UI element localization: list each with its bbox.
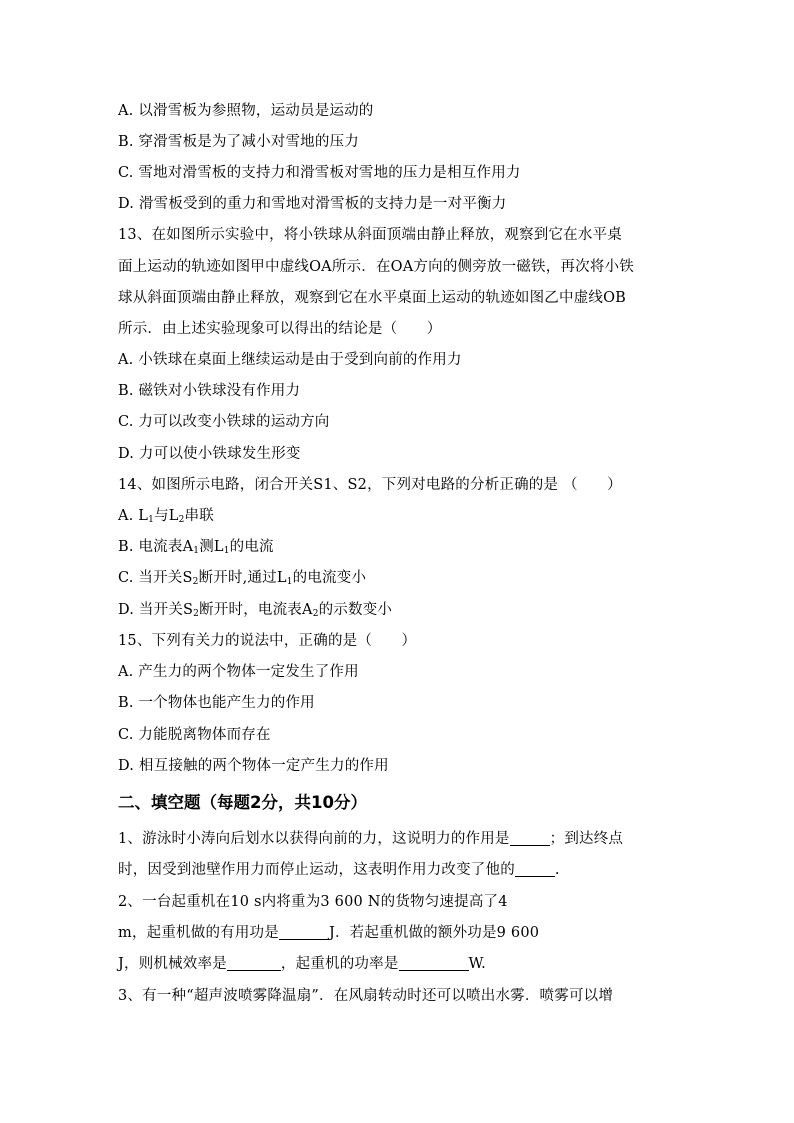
q15-option-c: C. 力能脱离物体而存在 — [118, 727, 271, 743]
fill-2-line-2: m，起重机做的有用功是 J．若起重机做的额外功是9 600 — [118, 925, 540, 941]
q14-option-b: B. 电流表$A_1$测$L_1$的电流 — [118, 539, 274, 556]
fill-1-line-2: 时，因受到池壁作用力而停止运动，这表明作用力改变了他的 . — [118, 862, 560, 878]
answer-blank[interactable] — [227, 956, 281, 971]
answer-blank[interactable] — [515, 862, 555, 877]
answer-blank[interactable] — [510, 831, 550, 846]
fill-1-line-1: 1、游泳时小涛向后划水以获得向前的力，这说明力的作用是 ；到达终点 — [118, 831, 624, 847]
q13-option-c: C. 力可以改变小铁球的运动方向 — [118, 414, 330, 430]
q15-option-d: D. 相互接触的两个物体一定产生力的作用 — [118, 758, 389, 774]
q15-option-b: B. 一个物体也能产生力的作用 — [118, 695, 315, 711]
answer-blank[interactable] — [279, 925, 329, 940]
section-heading: 二、填空题（每题2分，共10分） — [118, 793, 367, 812]
q14-option-a: A. $L_1$与$L_2$串联 — [118, 508, 214, 525]
q13-stem-line-4: 所示．由上述实验现象可以得出的结论是（ ） — [118, 321, 442, 337]
q14-stem: 14、如图所示电路，闭合开关S1、S2，下列对电路的分析正确的是 （ ） — [118, 477, 622, 493]
fill-2-line-1: 2、一台起重机在10 s内将重为3 600 N的货物匀速提高了4 — [118, 894, 508, 910]
fill-3-line-1: 3、有一种“超声波喷雾降温扇”．在风扇转动时还可以喷出水雾．喷雾可以增 — [118, 988, 614, 1004]
q13-stem-line-2: 面上运动的轨迹如图甲中虚线OA所示．在OA方向的侧旁放一磁铁，再次将小铁 — [118, 259, 634, 275]
q13-option-b: B. 磁铁对小铁球没有作用力 — [118, 383, 301, 399]
q15-option-a: A. 产生力的两个物体一定发生了作用 — [118, 664, 359, 680]
q12-option-d: D. 滑雪板受到的重力和雪地对滑雪板的支持力是一对平衡力 — [118, 196, 507, 212]
q12-option-c: C. 雪地对滑雪板的支持力和滑雪板对雪地的压力是相互作用力 — [118, 165, 521, 181]
q12-option-b: B. 穿滑雪板是为了减小对雪地的压力 — [118, 134, 359, 150]
fill-2-line-3: J，则机械效率是 ，起重机的功率是 W. — [118, 956, 486, 972]
q13-option-d: D. 力可以使小铁球发生形变 — [118, 446, 301, 462]
q14-option-c: C. 当开关$S_2$断开时,通过$L_1$的电流变小 — [118, 570, 367, 587]
answer-blank[interactable] — [399, 956, 469, 971]
q15-stem: 15、下列有关力的说法中，正确的是（ ） — [118, 633, 417, 649]
q14-option-d: D. 当开关$S_2$断开时，电流表$A_2$的示数变小 — [118, 602, 393, 619]
q12-option-a: A. 以滑雪板为参照物，运动员是运动的 — [118, 103, 374, 119]
q13-stem-line-3: 球从斜面顶端由静止释放，观察到它在水平桌面上运动的轨迹如图乙中虚线OB — [118, 290, 627, 306]
q13-stem-line-1: 13、在如图所示实验中，将小铁球从斜面顶端由静止释放，观察到它在水平桌 — [118, 227, 622, 243]
q13-option-a: A. 小铁球在桌面上继续运动是由于受到向前的作用力 — [118, 352, 462, 368]
